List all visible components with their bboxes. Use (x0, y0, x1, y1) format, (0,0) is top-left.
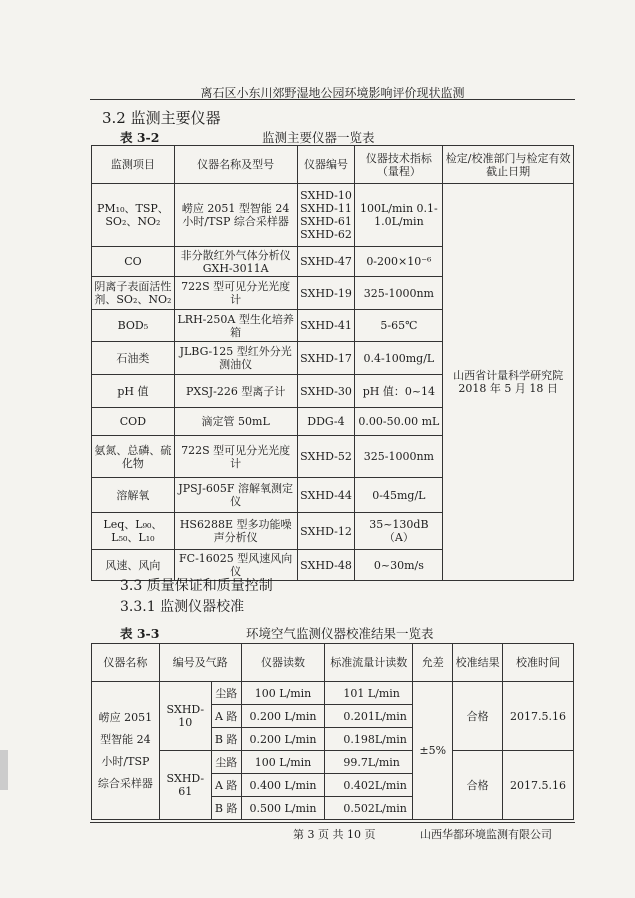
spec-cell: 5-65℃ (355, 310, 443, 342)
header-cell: 仪器名称及型号 (174, 146, 297, 184)
instrument-cell: PXSJ-226 型离子计 (174, 375, 297, 408)
table2-caption: 环境空气监测仪器校准结果一览表 (246, 626, 434, 641)
header-cell: 仪器技术指标（量程） (355, 146, 443, 184)
header-cell: 检定/校准部门与检定有效截止日期 (443, 146, 574, 184)
spec-cell: 325-1000nm (355, 436, 443, 478)
spec-cell: pH 值：0~14 (355, 375, 443, 408)
item-cell: 阴离子表面活性剂、SO₂、NO₂ (92, 277, 175, 310)
code-cell: SXHD-44 (297, 478, 355, 513)
spec-cell: 0.00-50.00 mL (355, 408, 443, 436)
spec-cell: 0-200×10⁻⁶ (355, 247, 443, 277)
company-name: 山西华都环境监测有限公司 (420, 828, 552, 841)
page-number: 第 3 页 共 10 页 (293, 828, 376, 841)
reading-cell: 0.200 L/min (241, 705, 325, 728)
table-row (92, 751, 574, 774)
spec-cell: 0~30m/s (355, 550, 443, 581)
spec-cell: 100L/min 0.1-1.0L/min (355, 184, 443, 247)
item-cell: CO (92, 247, 175, 277)
header-cell: 允差 (413, 644, 453, 682)
calibration-dept-cell: 山西省计量科学研究院 2018 年 5 月 18 日 (443, 184, 574, 581)
table1-caption-row (120, 128, 159, 146)
code-cell: DDG-4 (297, 408, 355, 436)
table-row (92, 184, 574, 247)
table-header-row (92, 644, 574, 682)
standard-cell: 0.198L/min (325, 728, 413, 751)
header-cell: 编号及气路 (159, 644, 241, 682)
reading-cell: 100 L/min (241, 751, 325, 774)
item-cell: 氨氮、总磷、硫化物 (92, 436, 175, 478)
item-cell: pH 值 (92, 375, 175, 408)
code-cell: SXHD-17 (297, 342, 355, 375)
date-cell: 2017.5.16 (503, 751, 574, 820)
reading-cell: 0.200 L/min (241, 728, 325, 751)
standard-cell: 99.7L/min (325, 751, 413, 774)
item-cell: BOD₅ (92, 310, 175, 342)
instrument-table (91, 145, 574, 581)
running-header: 离石区小东川郊野湿地公园环境影响评价现状监测 (200, 86, 465, 100)
header-cell: 校准时间 (503, 644, 574, 682)
header-cell: 仪器读数 (241, 644, 325, 682)
section-heading-3-3: 3.3 质量保证和质量控制 (120, 578, 273, 594)
standard-cell: 0.502L/min (325, 797, 413, 820)
table2-caption-row (120, 624, 159, 642)
scan-edge-mark (0, 750, 8, 790)
code-cell: SXHD-19 (297, 277, 355, 310)
code-cell: SXHD-10 SXHD-11 SXHD-61 SXHD-62 (297, 184, 355, 247)
path-cell: A 路 (211, 774, 241, 797)
table1-number: 表 3-2 (120, 130, 160, 145)
section-heading-3-3-1: 3.3.1 监测仪器校准 (120, 599, 245, 615)
instrument-cell: 滴定管 50mL (174, 408, 297, 436)
item-cell: COD (92, 408, 175, 436)
item-cell: PM₁₀、TSP、SO₂、NO₂ (92, 184, 175, 247)
code-cell: SXHD-12 (297, 513, 355, 550)
code-cell: SXHD-47 (297, 247, 355, 277)
item-cell: Leq、L₉₀、L₅₀、L₁₀ (92, 513, 175, 550)
instrument-cell: 722S 型可见分光光度计 (174, 277, 297, 310)
standard-cell: 0.402L/min (325, 774, 413, 797)
instrument-name-cell: 崂应 2051 型智能 24 小时/TSP 综合采样器 (92, 682, 160, 820)
instrument-cell: 崂应 2051 型智能 24 小时/TSP 综合采样器 (174, 184, 297, 247)
path-cell: 尘路 (211, 751, 241, 774)
code-cell: SXHD-30 (297, 375, 355, 408)
item-cell: 风速、风向 (92, 550, 175, 581)
tolerance-cell: ±5% (413, 682, 453, 820)
standard-cell: 101 L/min (325, 682, 413, 705)
spec-cell: 0.4-100mg/L (355, 342, 443, 375)
table-row (92, 682, 574, 705)
instrument-cell: FC-16025 型风速风向仪 (174, 550, 297, 581)
instrument-cell: JPSJ-605F 溶解氧测定仪 (174, 478, 297, 513)
reading-cell: 100 L/min (241, 682, 325, 705)
path-cell: B 路 (211, 797, 241, 820)
standard-cell: 0.201L/min (325, 705, 413, 728)
reading-cell: 0.500 L/min (241, 797, 325, 820)
item-cell: 石油类 (92, 342, 175, 375)
path-cell: B 路 (211, 728, 241, 751)
header-cell: 标准流量计读数 (325, 644, 413, 682)
code-cell: SXHD-52 (297, 436, 355, 478)
spec-cell: 325-1000nm (355, 277, 443, 310)
spec-cell: 0-45mg/L (355, 478, 443, 513)
code-cell: SXHD-41 (297, 310, 355, 342)
section-heading-3-2: 3.2 监测主要仪器 (102, 109, 221, 127)
path-cell: 尘路 (211, 682, 241, 705)
instrument-cell: 非分散红外气体分析仪 GXH-3011A (174, 247, 297, 277)
instrument-cell: 722S 型可见分光光度计 (174, 436, 297, 478)
instrument-cell: JLBG-125 型红外分光测油仪 (174, 342, 297, 375)
table2-number: 表 3-3 (120, 626, 160, 641)
header-cell: 仪器名称 (92, 644, 160, 682)
header-cell: 监测项目 (92, 146, 175, 184)
footer-rule (90, 822, 575, 823)
path-cell: A 路 (211, 705, 241, 728)
reading-cell: 0.400 L/min (241, 774, 325, 797)
code-cell: SXHD-48 (297, 550, 355, 581)
instrument-cell: HS6288E 型多功能噪声分析仪 (174, 513, 297, 550)
header-cell: 仪器编号 (297, 146, 355, 184)
table1-caption: 监测主要仪器一览表 (262, 130, 375, 145)
instrument-cell: LRH-250A 型生化培养箱 (174, 310, 297, 342)
code-cell: SXHD-61 (159, 751, 211, 820)
item-cell: 溶解氧 (92, 478, 175, 513)
result-cell: 合格 (453, 751, 503, 820)
header-rule (90, 99, 575, 100)
header-cell: 校准结果 (453, 644, 503, 682)
calibration-table (91, 643, 574, 820)
table-header-row (92, 146, 574, 184)
result-cell: 合格 (453, 682, 503, 751)
spec-cell: 35~130dB（A） (355, 513, 443, 550)
code-cell: SXHD-10 (159, 682, 211, 751)
date-cell: 2017.5.16 (503, 682, 574, 751)
